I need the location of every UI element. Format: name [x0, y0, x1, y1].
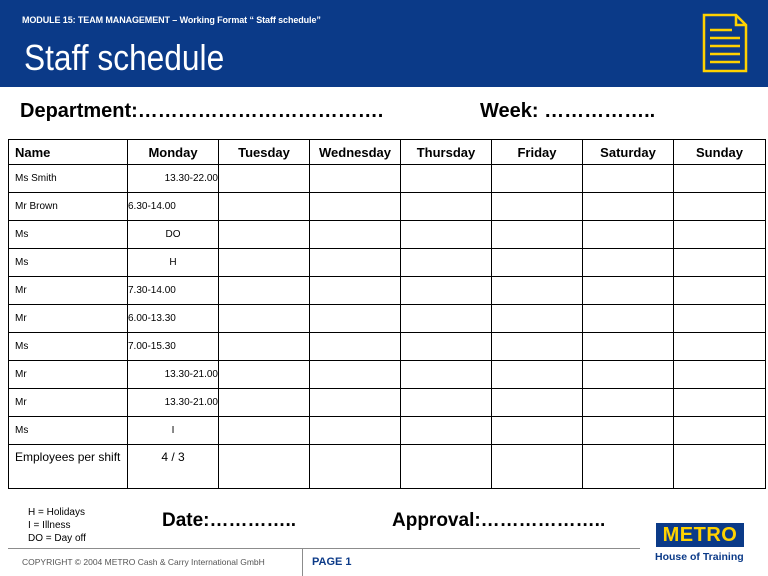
document-icon [702, 13, 748, 73]
shift-cell [492, 165, 583, 193]
table-row [9, 277, 766, 305]
shift-cell [583, 193, 674, 221]
staff-name: Mr [9, 277, 128, 305]
shift-cell [492, 277, 583, 305]
module-label: MODULE 15: TEAM MANAGEMENT – Working Format “ Staff schedule” [22, 15, 321, 25]
shift-cell: H [128, 249, 219, 277]
shift-cell [674, 305, 766, 333]
shift-cell [219, 417, 310, 445]
shift-cell [219, 305, 310, 333]
total-row [9, 445, 766, 489]
shift-cell: 6.00-13.30 [128, 305, 219, 333]
shift-cell [492, 249, 583, 277]
house-of-training-label: House of Training [655, 551, 744, 563]
shift-cell [674, 417, 766, 445]
footer-divider-line [8, 548, 640, 549]
shift-cell [219, 277, 310, 305]
copyright-text: COPYRIGHT © 2004 METRO Cash & Carry International GmbH [22, 557, 265, 567]
shift-cell [492, 333, 583, 361]
shift-cell [310, 445, 401, 489]
shift-cell: 13.30-21.00 [128, 389, 219, 417]
legend-dayoff: DO = Day off [28, 533, 86, 544]
shift-cell [219, 221, 310, 249]
shift-cell [492, 193, 583, 221]
department-field: Department:………………………………. [20, 100, 384, 122]
shift-cell [219, 333, 310, 361]
shift-cell [219, 249, 310, 277]
week-field: Week: …………….. [480, 100, 656, 122]
column-header-wednesday: Wednesday [310, 140, 401, 165]
shift-cell: 13.30-22.00 [128, 165, 219, 193]
column-header-friday: Friday [492, 140, 583, 165]
shift-cell [492, 221, 583, 249]
employees-per-shift-monday: 4 / 3 [128, 445, 219, 489]
shift-cell [401, 361, 492, 389]
shift-cell: 7.00-15.30 [128, 333, 219, 361]
shift-cell [401, 221, 492, 249]
shift-cell [583, 305, 674, 333]
shift-cell [583, 277, 674, 305]
column-header-saturday: Saturday [583, 140, 674, 165]
shift-cell [310, 417, 401, 445]
table-row [9, 305, 766, 333]
staff-name: Ms [9, 249, 128, 277]
table-row [9, 165, 766, 193]
approval-field: Approval:……………….. [392, 510, 606, 531]
shift-cell [583, 389, 674, 417]
header-row [9, 140, 766, 165]
shift-cell [219, 165, 310, 193]
staff-name: Ms [9, 333, 128, 361]
column-header-tuesday: Tuesday [219, 140, 310, 165]
shift-cell [401, 277, 492, 305]
legend [28, 506, 86, 545]
metro-logo [656, 523, 744, 547]
shift-cell [310, 333, 401, 361]
shift-cell [674, 333, 766, 361]
shift-cell [310, 389, 401, 417]
shift-cell [583, 249, 674, 277]
shift-cell [674, 277, 766, 305]
table-row [9, 249, 766, 277]
shift-cell [310, 305, 401, 333]
shift-cell [219, 193, 310, 221]
shift-cell: I [128, 417, 219, 445]
header-banner [0, 0, 768, 87]
shift-cell [219, 445, 310, 489]
staff-name: Mr Brown [9, 193, 128, 221]
date-field: Date:………….. [162, 510, 297, 531]
shift-cell [310, 277, 401, 305]
employees-per-shift-label: Employees per shift [9, 445, 128, 489]
shift-cell [674, 389, 766, 417]
shift-cell: DO [128, 221, 219, 249]
shift-cell [310, 165, 401, 193]
shift-cell [401, 389, 492, 417]
shift-cell [492, 417, 583, 445]
shift-cell [401, 333, 492, 361]
shift-cell [583, 417, 674, 445]
column-header-name: Name [9, 140, 128, 165]
shift-cell [310, 193, 401, 221]
staff-name: Mr [9, 305, 128, 333]
shift-cell [674, 165, 766, 193]
shift-cell [219, 361, 310, 389]
shift-cell [674, 193, 766, 221]
shift-cell [310, 221, 401, 249]
footer-vertical-divider [302, 548, 303, 576]
shift-cell [583, 165, 674, 193]
staff-name: Mr [9, 389, 128, 417]
shift-cell [401, 417, 492, 445]
table-row [9, 361, 766, 389]
shift-cell [674, 221, 766, 249]
metro-logo-text: METRO [662, 524, 738, 546]
shift-cell [583, 445, 674, 489]
shift-cell [492, 445, 583, 489]
shift-cell [401, 193, 492, 221]
shift-cell [674, 249, 766, 277]
shift-cell [401, 249, 492, 277]
legend-illness: I = Illness [28, 520, 71, 531]
shift-cell: 6.30-14.00 [128, 193, 219, 221]
column-header-sunday: Sunday [674, 140, 766, 165]
shift-cell [583, 333, 674, 361]
shift-cell [492, 361, 583, 389]
schedule-table [8, 139, 766, 489]
shift-cell [401, 165, 492, 193]
staff-name: Ms Smith [9, 165, 128, 193]
table-row [9, 221, 766, 249]
table-row [9, 333, 766, 361]
page-title: Staff schedule [24, 37, 225, 78]
legend-holidays: H = Holidays [28, 507, 85, 518]
table-row [9, 389, 766, 417]
shift-cell [310, 361, 401, 389]
shift-cell [674, 361, 766, 389]
shift-cell: 7.30-14.00 [128, 277, 219, 305]
table-row [9, 193, 766, 221]
shift-cell [674, 445, 766, 489]
table-row [9, 417, 766, 445]
staff-name: Ms [9, 221, 128, 249]
column-header-monday: Monday [128, 140, 219, 165]
shift-cell: 13.30-21.00 [128, 361, 219, 389]
shift-cell [583, 221, 674, 249]
page-number: PAGE 1 [312, 556, 352, 568]
staff-name: Mr [9, 361, 128, 389]
shift-cell [492, 389, 583, 417]
shift-cell [583, 361, 674, 389]
column-header-thursday: Thursday [401, 140, 492, 165]
shift-cell [310, 249, 401, 277]
shift-cell [219, 389, 310, 417]
shift-cell [492, 305, 583, 333]
staff-name: Ms [9, 417, 128, 445]
shift-cell [401, 305, 492, 333]
shift-cell [401, 445, 492, 489]
